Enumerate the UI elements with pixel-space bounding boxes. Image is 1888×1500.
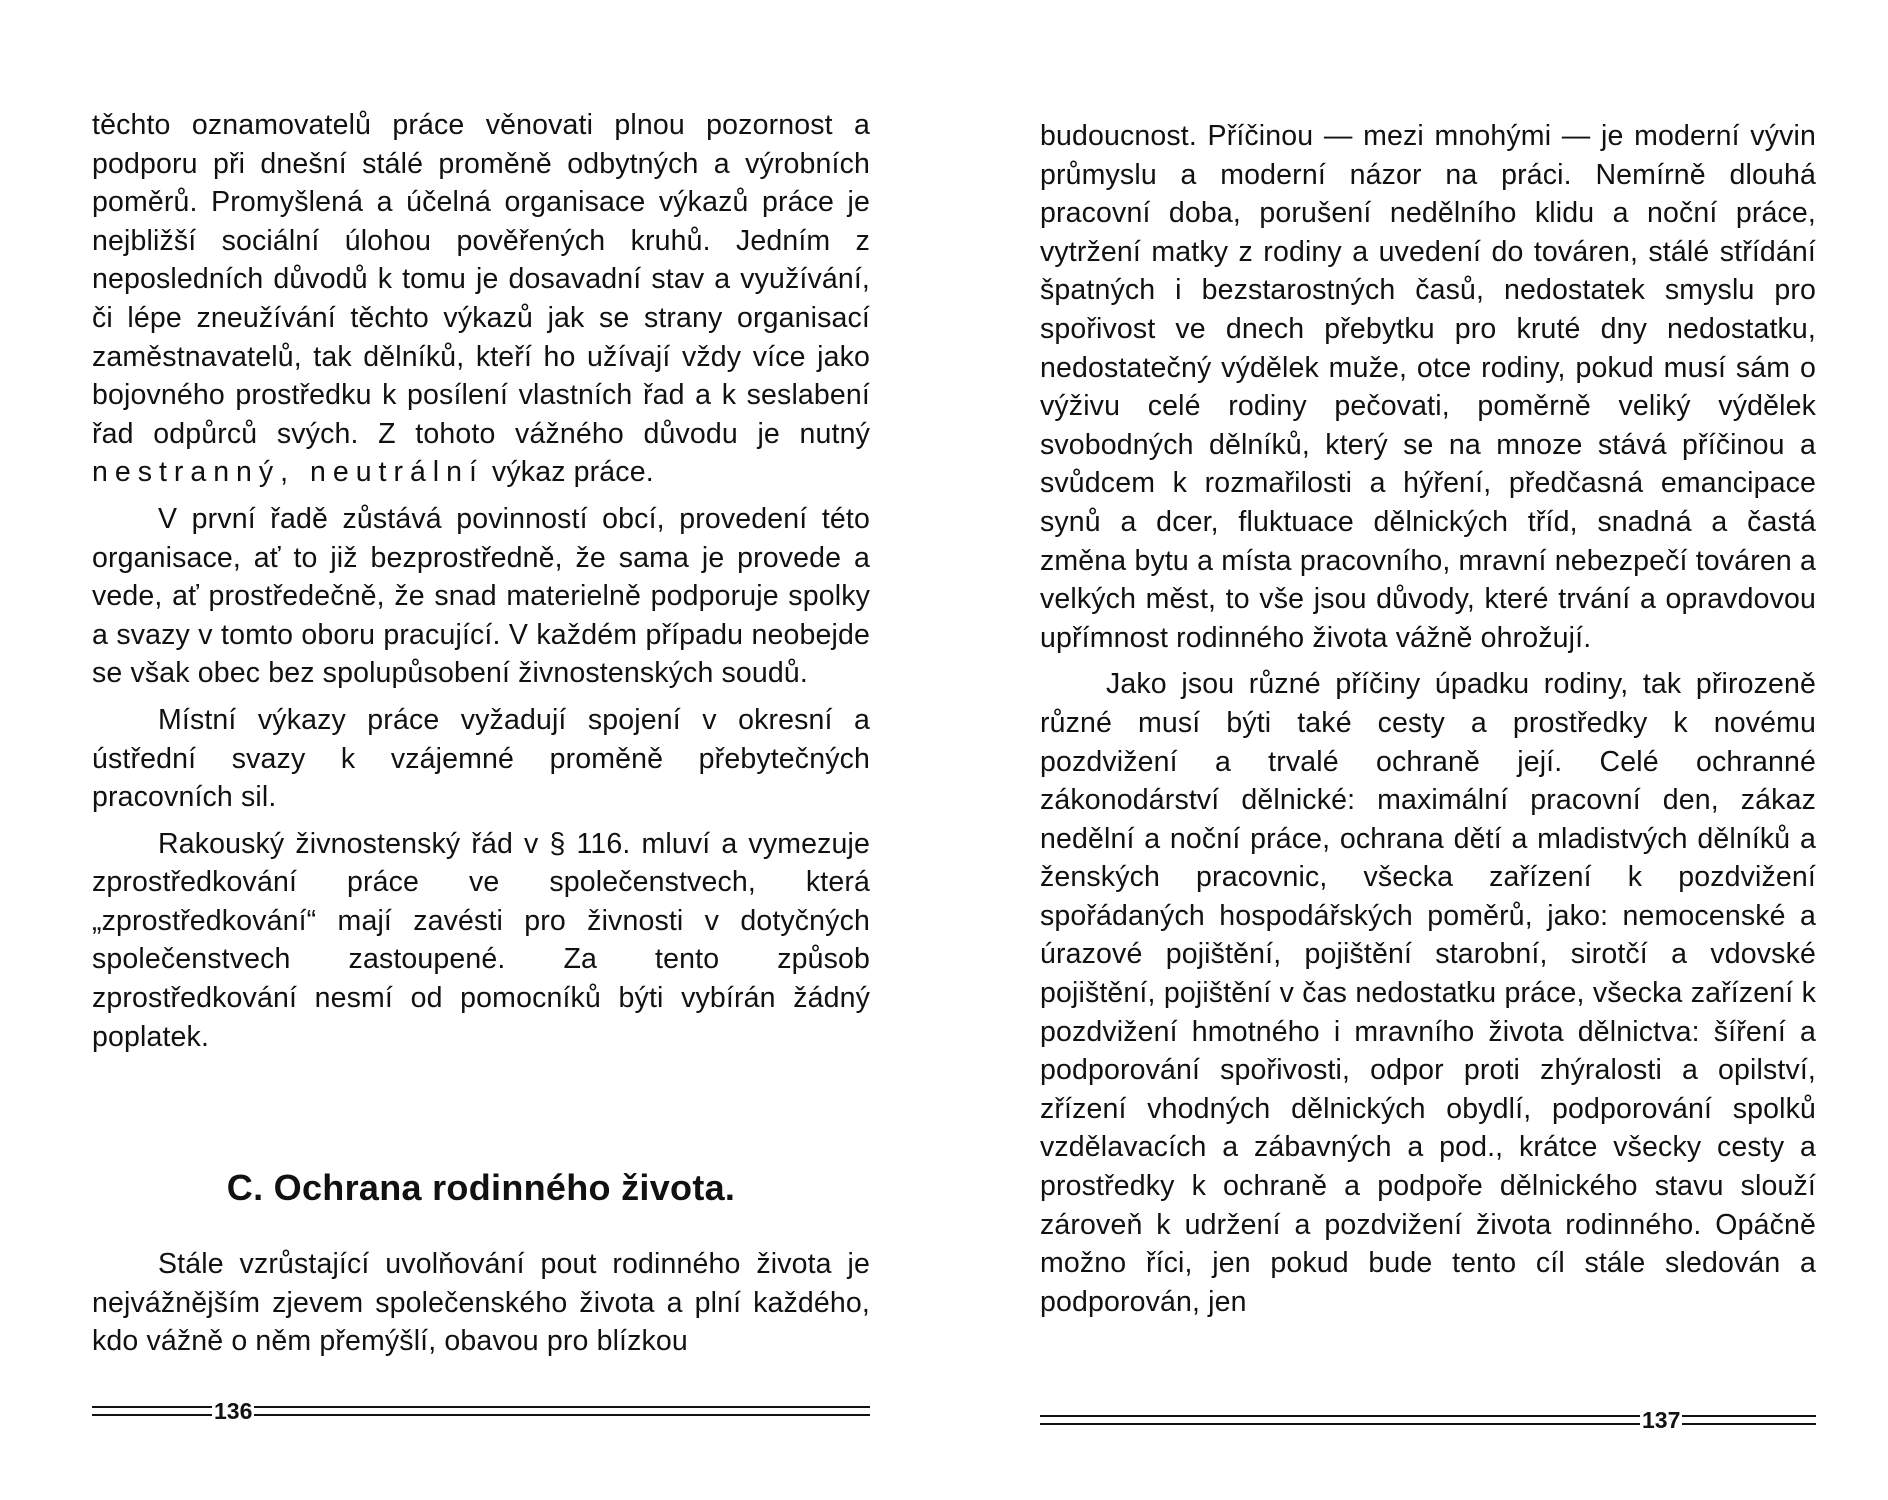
left-paragraph-4: Rakouský živnostenský řád v § 116. mluví a vymezuje zprostředkování práce ve společenstvech, která „zprostředkování“ mají zavésti pro živnosti v dotyčných společenstvech zastoupené. Za tento způsob zprostředkování nesmí od pomocníků býti vybírán žádný poplatek. bbox=[92, 827, 870, 1053]
right-paragraph-2: Jako jsou různé příčiny úpadku rodiny, tak přirozeně různé musí býti také cesty a prostředky k novému pozdvižení a trvalé ochraně její. Celé ochranné zákonodárství dělnické: maximální pracovní den, zákaz nedělní a noční práce, ochrana dětí a mladistvých dělníků a ženských pracovnic, všecka zařízení k pozdvižení spořádaných hospodářských poměrů, jako: nemocenské a úrazové pojištění, pojištění starobní, sirotčí a vdovské pojištění, pojištění v čas nedostatku práce, všecka zařízení k pozdvižení hmotného i mravního života dělnictva: šíření a podporování spořivosti, odpor proti zhýralosti a opilství, zřízení vhodných dělnických obydlí, podporování spolků vzdělavacích a zábavných a pod., krátce všecky cesty a prostředky k ochraně a podpoře dělnického stavu slouží zároveň k udržení a pozdvižení života rodinného. Opáčně možno říci, jen pokud bude tento cíl stále sledován a podporován, jen bbox=[1040, 668, 1816, 1318]
left-page-section-text bbox=[92, 1245, 870, 1361]
left-paragraph-2: V první řadě zůstává povinností obcí, provedení této organisace, ať to již bezprostředně, že sama je provede a vede, ať prostředečně, že snad materielně podporuje spolky a svazy v tomto oboru pracující. V každém případu neobejde se však obec bez spolupůsobení živnostenských soudů. bbox=[92, 502, 870, 690]
right-page bbox=[1040, 0, 1816, 1500]
left-paragraph-1-text: těchto oznamovatelů práce věnovati plnou pozornost a podporu při dnešní stálé proměně odbytných a výrobních poměrů. Promyšlená a účelná organisace výkazů práce je nejbližší sociální úlohou pověřených kruhů. Jedním z neposledních důvodů k tomu je dosavadní stav a využívání, či lépe zneužívání těchto výkazů jak se strany organisací zaměstnavatelů, tak dělníků, kteří ho užívají vždy více jako bojovného prostředku k posílení vlastních řad a k seslabení řad odpůrců svých. Z tohoto vážného důvodu je nutný bbox=[92, 109, 870, 450]
left-page bbox=[92, 0, 870, 1500]
left-paragraph-1-tail: výkaz práce. bbox=[483, 456, 654, 489]
page-number: 137 bbox=[1642, 1407, 1681, 1433]
left-page-footer bbox=[92, 1399, 870, 1423]
footer-rule-left bbox=[1040, 1415, 1640, 1425]
section-heading: C. Ochrana rodinného života. bbox=[226, 1167, 736, 1208]
footer-rule-right bbox=[254, 1406, 870, 1416]
page-number: 136 bbox=[214, 1398, 253, 1424]
right-page-text bbox=[1040, 117, 1816, 1321]
footer-rule-right bbox=[1682, 1415, 1816, 1425]
left-paragraph-1 bbox=[92, 106, 870, 492]
right-page-footer bbox=[1040, 1408, 1816, 1432]
right-paragraph-1: budoucnost. Příčinou — mezi mnohými — je moderní vývin průmyslu a moderní názor na práci. Nemírně dlouhá pracovní doba, porušení nedělního klidu a noční práce, vytržení matky z rodiny a uvedení do továren, stálé střídání špatných i bezstarostných časů, nedostatek smyslu pro spořivost ve dnech přebytku pro kruté dny nedostatku, nedostatečný výdělek muže, otce rodiny, pokud musí sám o výživu celé rodiny pečovati, poměrně veliký výdělek svobodných dělníků, který se na mnoze stává příčinou a svůdcem k rozmařilosti a hýření, předčasná emancipace synů a dcer, fluktuace dělnických tříd, snadná a častá změna bytu a místa pracovního, mravní nebezpečí továren a velkých měst, to vše jsou důvody, které trvání a opravdovou upřímnost rodinného života vážně ohrožují. bbox=[1040, 120, 1816, 654]
left-paragraph-3: Místní výkazy práce vyžadují spojení v okresní a ústřední svazy k vzájemné proměně přebytečných pracovních sil. bbox=[92, 703, 870, 814]
footer-rule-left bbox=[92, 1406, 212, 1416]
left-page-text bbox=[92, 106, 870, 1056]
left-paragraph-5: Stále vzrůstající uvolňování pout rodinného života je nejvážnějším zjevem společenského života a plní každého, kdo vážně o něm přemýšlí, obavou pro blízkou bbox=[92, 1248, 870, 1358]
left-paragraph-1-emphasis: nestranný, neutrální bbox=[92, 456, 484, 489]
